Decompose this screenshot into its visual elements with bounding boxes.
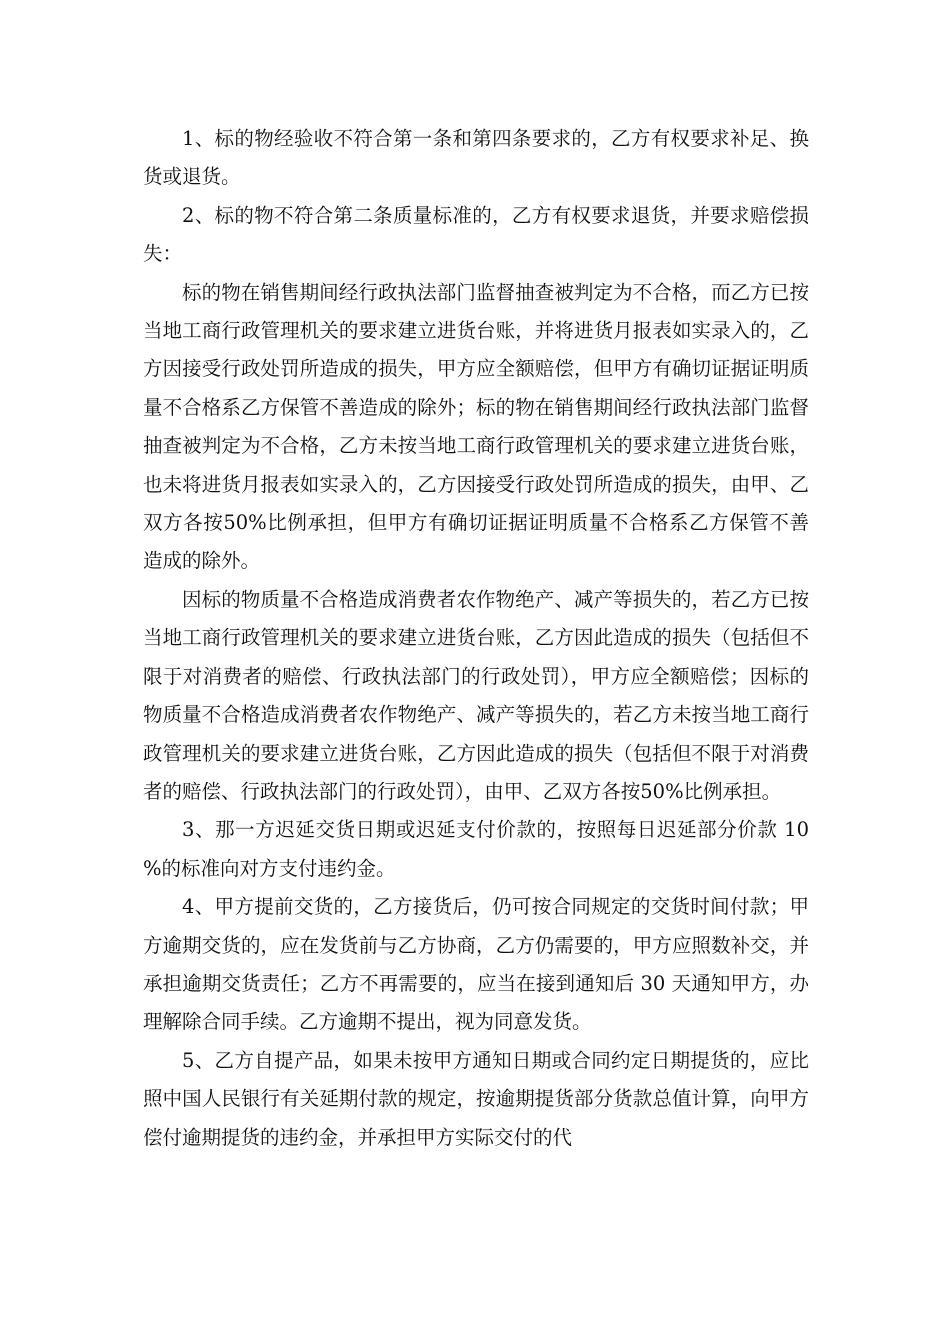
clause-1-paragraph: 1、标的物经验收不符合第一条和第四条要求的，乙方有权要求补足、换货或退货。	[143, 127, 809, 189]
clause-5-paragraph: 5、乙方自提产品，如果未按甲方通知日期或合同约定日期提货的，应比照中国人民银行有关延期付款的规定，按逾期提货部分货款总值计算，向甲方偿付逾期提货的违约金，并承担甲方实际交付的代	[143, 1048, 809, 1149]
clause-3-paragraph: 3、那一方迟延交货日期或迟延支付价款的，按照每日迟延部分价款 10 %的标准向对方支付违约金。	[143, 818, 809, 880]
document-body	[143, 120, 809, 1157]
clause-2-administrative-penalty-paragraph: 标的物在销售期间经行政执法部门监督抽查被判定为不合格，而乙方已按当地工商行政管理机关的要求建立进货台账，并将进货月报表如实录入的，乙方因接受行政处罚所造成的损失，甲方应全额赔偿，但甲方有确切证据证明质量不合格系乙方保管不善造成的除外；标的物在销售期间经行政执法部门监督抽查被判定为不合格，乙方未按当地工商行政管理机关的要求建立进货台账，也未将进货月报表如实录入的，乙方因接受行政处罚所造成的损失，由甲、乙双方各按50%比例承担，但甲方有确切证据证明质量不合格系乙方保管不善造成的除外。	[143, 280, 809, 573]
clause-2-paragraph: 2、标的物不符合第二条质量标准的，乙方有权要求退货，并要求赔偿损失：	[143, 203, 809, 266]
clause-2-crop-loss-paragraph: 因标的物质量不合格造成消费者农作物绝产、减产等损失的，若乙方已按当地工商行政管理机关的要求建立进货台账，乙方因此造成的损失（包括但不限于对消费者的赔偿、行政执法部门的行政处罚），甲方应全额赔偿；因标的物质量不合格造成消费者农作物绝产、减产等损失的，若乙方未按当地工商行政管理机关的要求建立进货台账，乙方因此造成的损失（包括但不限于对消费者的赔偿、行政执法部门的行政处罚），由甲、乙双方各按50%比例承担。	[143, 587, 809, 803]
clause-4-paragraph: 4、甲方提前交货的，乙方接货后，仍可按合同规定的交货时间付款；甲方逾期交货的，应在发货前与乙方协商，乙方仍需要的，甲方应照数补交，并承担逾期交货责任；乙方不再需要的，应当在接到通知后 30 天通知甲方，办理解除合同手续。乙方逾期不提出，视为同意发货。	[143, 895, 809, 1034]
